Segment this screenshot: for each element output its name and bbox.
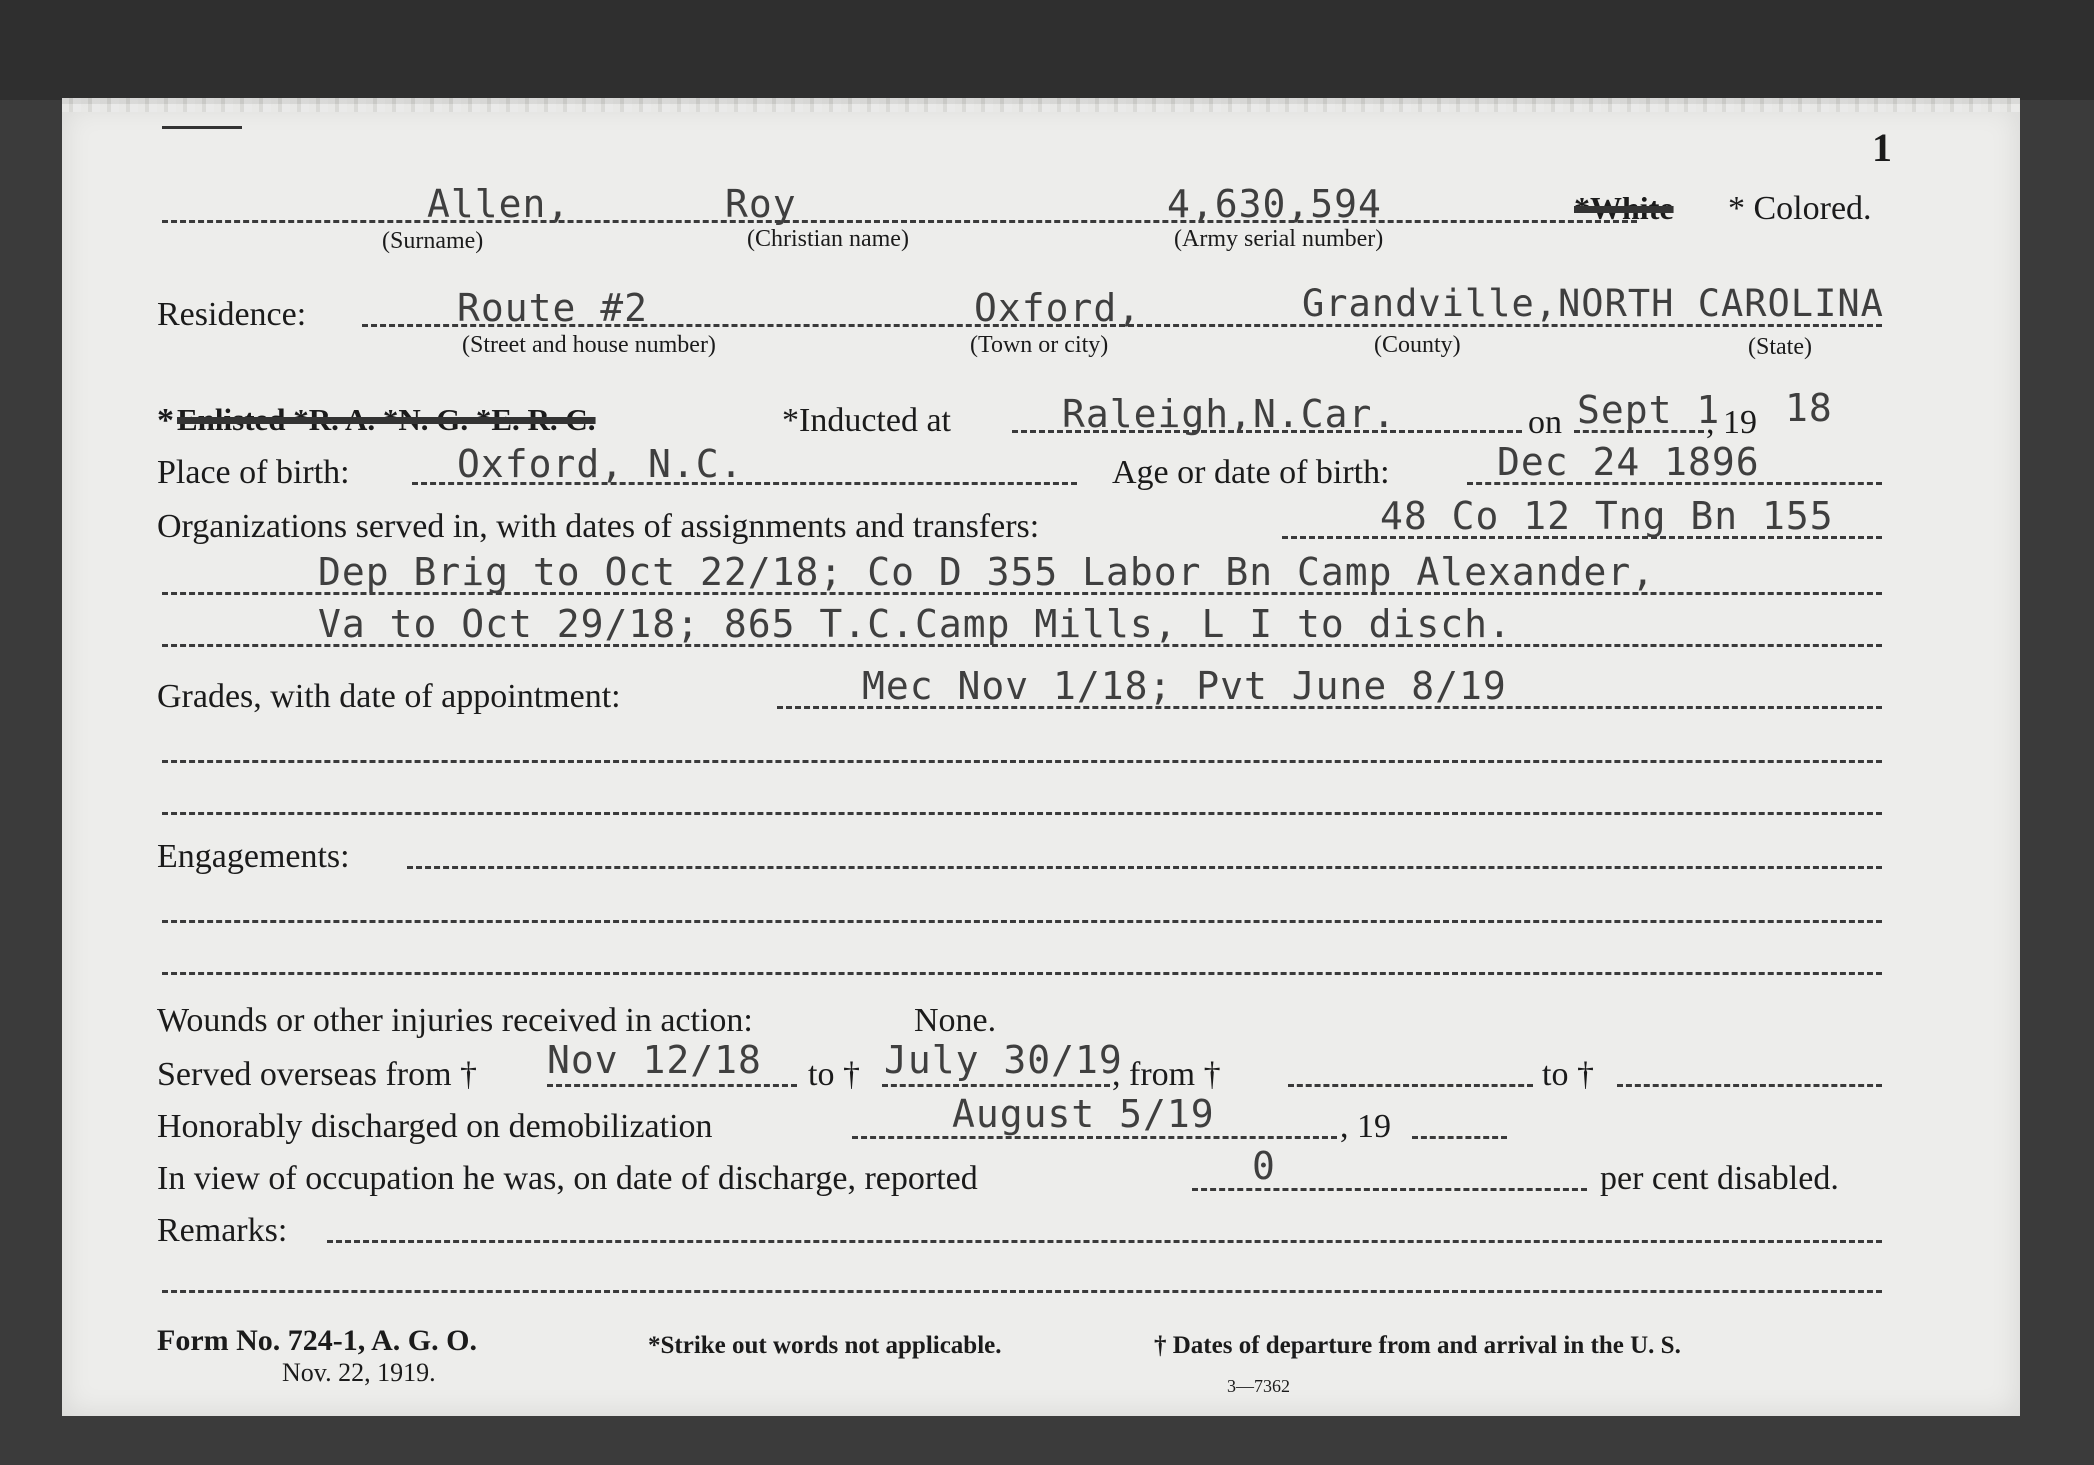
- birth-date-value: Dec 24 1896: [1497, 440, 1760, 484]
- residence-street-value: Route #2: [457, 286, 649, 330]
- organizations-value-3: Va to Oct 29/18; 865 T.C.Camp Mills, L I to disch.: [318, 602, 1512, 646]
- top-left-rule: [162, 126, 242, 129]
- race-white-struck: *White: [1574, 190, 1674, 226]
- grades-label: Grades, with date of appointment:: [157, 678, 621, 715]
- serial-number-value: 4,630,594: [1167, 182, 1382, 226]
- residence-county-state-value: Grandville,NORTH CAROLINA: [1302, 282, 1884, 325]
- discharge-date-value: August 5/19: [952, 1092, 1215, 1136]
- overseas-to-line: [882, 1084, 1110, 1087]
- card-number: 1: [1872, 125, 1892, 170]
- year-value: 18: [1785, 386, 1833, 430]
- inducted-date-value: Sept 1: [1577, 388, 1721, 432]
- remarks-line-1: [327, 1240, 1882, 1243]
- age-label: Age or date of birth:: [1112, 454, 1390, 491]
- remarks-label: Remarks:: [157, 1212, 288, 1249]
- inducted-label: *Inducted at: [782, 402, 951, 439]
- grades-line-3: [162, 812, 1882, 815]
- engagements-label: Engagements:: [157, 838, 350, 875]
- birth-place-value: Oxford, N.C.: [457, 442, 744, 486]
- organizations-value-1: 48 Co 12 Tng Bn 155: [1380, 494, 1834, 538]
- scan-background: [0, 0, 2094, 100]
- street-caption: (Street and house number): [462, 332, 716, 358]
- state-caption: (State): [1748, 334, 1812, 360]
- disabled-value: 0: [1252, 1144, 1276, 1188]
- overseas-from-value: Nov 12/18: [547, 1038, 762, 1082]
- engagements-line-2: [162, 920, 1882, 923]
- print-code: 3—7362: [1227, 1376, 1290, 1396]
- county-caption: (County): [1374, 332, 1461, 358]
- serial-caption: (Army serial number): [1174, 226, 1384, 252]
- year-prefix: , 19: [1706, 404, 1757, 441]
- grades-line-2: [162, 760, 1882, 763]
- remarks-line-2: [162, 1290, 1882, 1293]
- grades-value: Mec Nov 1/18; Pvt June 8/19: [862, 664, 1507, 708]
- second-to-label: to †: [1542, 1056, 1594, 1093]
- christian-caption: (Christian name): [747, 226, 909, 252]
- overseas-to-label: to †: [808, 1056, 860, 1093]
- surname-value: Allen,: [427, 182, 571, 226]
- card-torn-edge: [62, 98, 2020, 112]
- engagements-line-1: [407, 866, 1882, 869]
- footnote-strike: *Strike out words not applicable.: [648, 1332, 1002, 1359]
- wounds-label: Wounds or other injuries received in action:: [157, 1002, 753, 1039]
- form-number: Form No. 724-1, A. G. O.: [157, 1324, 477, 1357]
- surname-caption: (Surname): [382, 228, 484, 254]
- overseas-from-line: [547, 1084, 797, 1087]
- name-line: [162, 220, 1637, 223]
- organizations-value-2: Dep Brig to Oct 22/18; Co D 355 Labor Bn Camp Alexander,: [318, 550, 1656, 594]
- footnote-dates: † Dates of departure from and arrival in the U. S.: [1154, 1332, 1681, 1359]
- inducted-at-value: Raleigh,N.Car.: [1062, 392, 1397, 436]
- discharge-year-line: [1412, 1136, 1507, 1139]
- disabled-suffix: per cent disabled.: [1600, 1160, 1839, 1197]
- form-date: Nov. 22, 1919.: [282, 1358, 436, 1387]
- wounds-value: None.: [914, 1002, 997, 1039]
- birth-place-label: Place of birth:: [157, 454, 350, 491]
- residence-label: Residence:: [157, 296, 307, 333]
- engagements-line-3: [162, 972, 1882, 975]
- discharge-label: Honorably discharged on demobilization: [157, 1108, 713, 1145]
- occupation-label: In view of occupation he was, on date of discharge, reported: [157, 1160, 978, 1197]
- christian-name-value: Roy: [725, 182, 797, 226]
- town-caption: (Town or city): [970, 332, 1109, 358]
- second-to-line: [1617, 1084, 1882, 1087]
- overseas-to-value: July 30/19: [884, 1038, 1123, 1082]
- second-from-line: [1288, 1084, 1533, 1087]
- enlist-star: *: [157, 402, 174, 439]
- disabled-line: [1192, 1188, 1587, 1191]
- overseas-label: Served overseas from †: [157, 1056, 478, 1093]
- on-label: on: [1528, 404, 1562, 441]
- discharge-year-label: , 19: [1340, 1108, 1391, 1145]
- residence-town-value: Oxford,: [974, 286, 1142, 330]
- second-from-label: , from †: [1112, 1056, 1221, 1093]
- discharge-line: [852, 1136, 1337, 1139]
- organizations-label: Organizations served in, with dates of assignments and transfers:: [157, 508, 1040, 545]
- service-record-card: [62, 104, 2020, 1416]
- enlistment-types-struck: Enlisted *R. A. *N. G. *E. R. C.: [177, 402, 596, 437]
- race-colored: * Colored.: [1728, 190, 1872, 227]
